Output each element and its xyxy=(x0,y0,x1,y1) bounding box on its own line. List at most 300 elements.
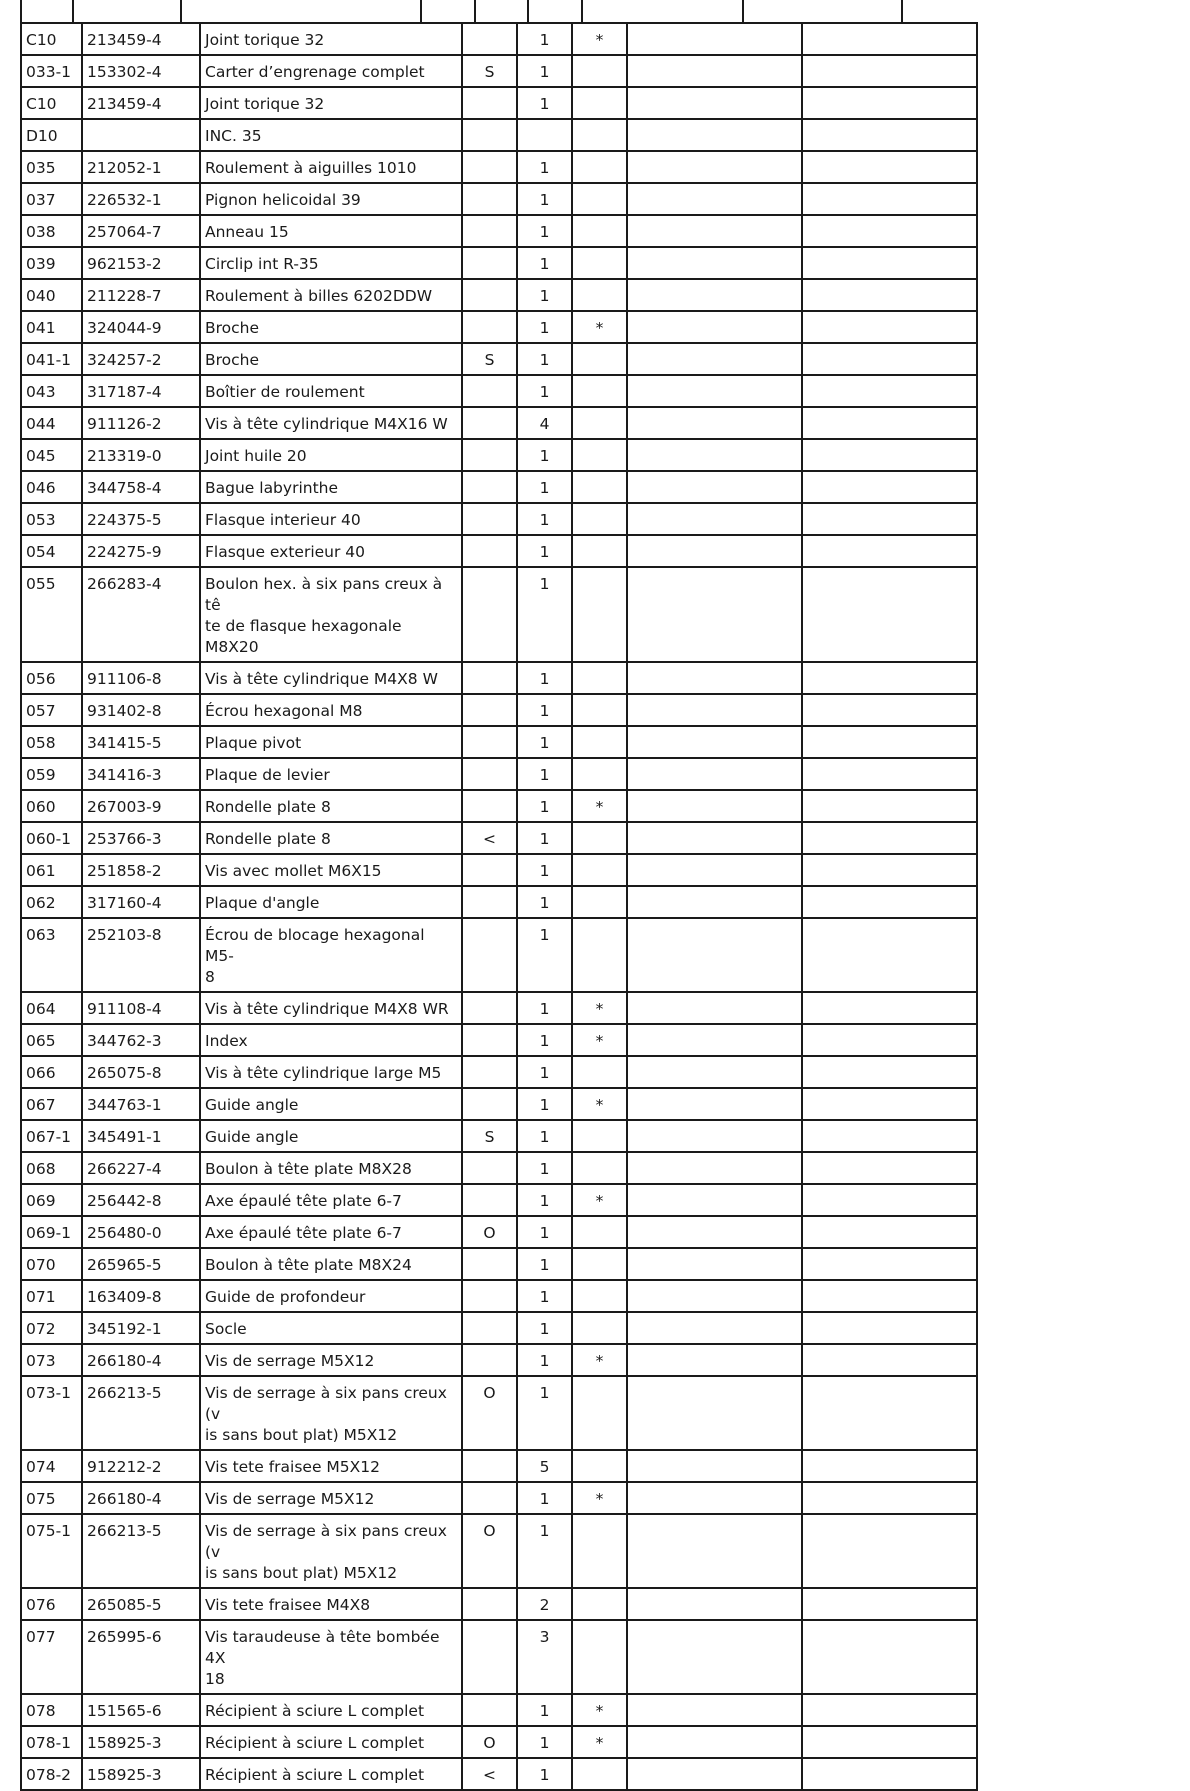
part-number-cell: 076 xyxy=(21,1588,82,1620)
mark-cell xyxy=(572,822,627,854)
parts-list-page xyxy=(20,22,978,1791)
parts-table-body xyxy=(21,23,977,1790)
description-cell: Récipient à sciure L complet xyxy=(200,1694,462,1726)
reference-cell: 251858-2 xyxy=(82,854,200,886)
quantity-cell: 1 xyxy=(517,375,572,407)
code-cell xyxy=(462,790,517,822)
part-number-cell: 056 xyxy=(21,662,82,694)
code-cell xyxy=(462,1482,517,1514)
blank-cell-1 xyxy=(627,1088,802,1120)
blank-cell-2 xyxy=(802,1450,977,1482)
quantity-cell: 1 xyxy=(517,1514,572,1588)
part-number-cell: 067-1 xyxy=(21,1120,82,1152)
mark-cell xyxy=(572,1216,627,1248)
mark-cell xyxy=(572,1450,627,1482)
mark-cell: * xyxy=(572,311,627,343)
blank-cell-2 xyxy=(802,1344,977,1376)
code-cell xyxy=(462,918,517,992)
reference-cell: 151565-6 xyxy=(82,1694,200,1726)
description-cell: Flasque exterieur 40 xyxy=(200,535,462,567)
reference-cell: 344758-4 xyxy=(82,471,200,503)
table-row xyxy=(21,567,977,662)
code-cell xyxy=(462,1024,517,1056)
reference-cell: 256480-0 xyxy=(82,1216,200,1248)
part-number-cell: 035 xyxy=(21,151,82,183)
table-top-continuation xyxy=(20,0,973,24)
description-cell: Broche xyxy=(200,311,462,343)
blank-cell-2 xyxy=(802,471,977,503)
part-number-cell: 037 xyxy=(21,183,82,215)
quantity-cell: 1 xyxy=(517,55,572,87)
code-cell xyxy=(462,1344,517,1376)
mark-cell: * xyxy=(572,1726,627,1758)
reference-cell: 213459-4 xyxy=(82,23,200,55)
table-row xyxy=(21,992,977,1024)
blank-cell-1 xyxy=(627,1514,802,1588)
blank-cell-2 xyxy=(802,1056,977,1088)
code-cell: O xyxy=(462,1514,517,1588)
table-row xyxy=(21,311,977,343)
quantity-cell: 1 xyxy=(517,1344,572,1376)
quantity-cell: 1 xyxy=(517,1376,572,1450)
blank-cell-2 xyxy=(802,1184,977,1216)
code-cell: O xyxy=(462,1376,517,1450)
part-number-cell: 068 xyxy=(21,1152,82,1184)
table-row xyxy=(21,279,977,311)
mark-cell xyxy=(572,886,627,918)
blank-cell-2 xyxy=(802,1024,977,1056)
quantity-cell: 1 xyxy=(517,886,572,918)
blank-cell-2 xyxy=(802,1694,977,1726)
blank-cell-2 xyxy=(802,1152,977,1184)
blank-cell-1 xyxy=(627,1450,802,1482)
blank-cell-2 xyxy=(802,215,977,247)
blank-cell-2 xyxy=(802,822,977,854)
blank-cell-2 xyxy=(802,279,977,311)
blank-cell-2 xyxy=(802,119,977,151)
reference-cell xyxy=(82,119,200,151)
mark-cell xyxy=(572,1280,627,1312)
mark-cell xyxy=(572,247,627,279)
description-cell: Guide de profondeur xyxy=(200,1280,462,1312)
table-row xyxy=(21,1024,977,1056)
table-row xyxy=(21,662,977,694)
code-cell xyxy=(462,1056,517,1088)
mark-cell: * xyxy=(572,1694,627,1726)
quantity-cell xyxy=(517,119,572,151)
quantity-cell: 1 xyxy=(517,1152,572,1184)
description-cell: Vis taraudeuse à tête bombée 4X 18 xyxy=(200,1620,462,1694)
part-number-cell: 058 xyxy=(21,726,82,758)
mark-cell xyxy=(572,918,627,992)
quantity-cell: 1 xyxy=(517,662,572,694)
code-cell xyxy=(462,886,517,918)
part-number-cell: 071 xyxy=(21,1280,82,1312)
quantity-cell: 1 xyxy=(517,726,572,758)
parts-table xyxy=(20,22,978,1791)
quantity-cell: 1 xyxy=(517,1758,572,1790)
blank-cell-1 xyxy=(627,854,802,886)
blank-cell-1 xyxy=(627,311,802,343)
code-cell xyxy=(462,567,517,662)
table-row xyxy=(21,407,977,439)
table-row xyxy=(21,918,977,992)
code-cell: O xyxy=(462,1216,517,1248)
code-cell: S xyxy=(462,55,517,87)
table-row xyxy=(21,183,977,215)
table-row xyxy=(21,1312,977,1344)
quantity-cell: 1 xyxy=(517,183,572,215)
blank-cell-2 xyxy=(802,1758,977,1790)
reference-cell: 317187-4 xyxy=(82,375,200,407)
mark-cell xyxy=(572,55,627,87)
blank-cell-1 xyxy=(627,119,802,151)
blank-cell-1 xyxy=(627,1376,802,1450)
mark-cell xyxy=(572,662,627,694)
description-cell: Vis de serrage à six pans creux (v is sans bout plat) M5X12 xyxy=(200,1514,462,1588)
quantity-cell: 1 xyxy=(517,535,572,567)
quantity-cell: 1 xyxy=(517,1482,572,1514)
part-number-cell: 041-1 xyxy=(21,343,82,375)
reference-cell: 256442-8 xyxy=(82,1184,200,1216)
code-cell xyxy=(462,694,517,726)
blank-cell-1 xyxy=(627,407,802,439)
table-row xyxy=(21,854,977,886)
quantity-cell: 1 xyxy=(517,503,572,535)
description-cell: Guide angle xyxy=(200,1120,462,1152)
part-number-cell: 053 xyxy=(21,503,82,535)
reference-cell: 341416-3 xyxy=(82,758,200,790)
part-number-cell: 078-2 xyxy=(21,1758,82,1790)
mark-cell xyxy=(572,439,627,471)
part-number-cell: 072 xyxy=(21,1312,82,1344)
blank-cell-2 xyxy=(802,886,977,918)
mark-cell xyxy=(572,407,627,439)
part-number-cell: 062 xyxy=(21,886,82,918)
description-cell: Vis de serrage M5X12 xyxy=(200,1482,462,1514)
quantity-cell: 1 xyxy=(517,23,572,55)
description-cell: Boulon hex. à six pans creux à tê te de flasque hexagonale M8X20 xyxy=(200,567,462,662)
description-cell: Bague labyrinthe xyxy=(200,471,462,503)
table-row xyxy=(21,119,977,151)
part-number-cell: 033-1 xyxy=(21,55,82,87)
code-cell xyxy=(462,1280,517,1312)
reference-cell: 266227-4 xyxy=(82,1152,200,1184)
reference-cell: 345491-1 xyxy=(82,1120,200,1152)
table-row xyxy=(21,1216,977,1248)
table-row xyxy=(21,1450,977,1482)
blank-cell-2 xyxy=(802,662,977,694)
table-row xyxy=(21,151,977,183)
code-cell xyxy=(462,1450,517,1482)
blank-cell-1 xyxy=(627,1312,802,1344)
reference-cell: 212052-1 xyxy=(82,151,200,183)
reference-cell: 341415-5 xyxy=(82,726,200,758)
blank-cell-2 xyxy=(802,1726,977,1758)
part-number-cell: 065 xyxy=(21,1024,82,1056)
part-number-cell: 039 xyxy=(21,247,82,279)
code-cell xyxy=(462,279,517,311)
mark-cell: * xyxy=(572,1088,627,1120)
mark-cell: * xyxy=(572,1184,627,1216)
mark-cell xyxy=(572,535,627,567)
mark-cell: * xyxy=(572,790,627,822)
blank-cell-1 xyxy=(627,87,802,119)
mark-cell xyxy=(572,87,627,119)
description-cell: Vis tete fraisee M4X8 xyxy=(200,1588,462,1620)
description-cell: Guide angle xyxy=(200,1088,462,1120)
blank-cell-1 xyxy=(627,535,802,567)
blank-cell-1 xyxy=(627,886,802,918)
blank-cell-2 xyxy=(802,151,977,183)
blank-cell-1 xyxy=(627,726,802,758)
part-number-cell: 078 xyxy=(21,1694,82,1726)
table-row xyxy=(21,375,977,407)
code-cell xyxy=(462,1694,517,1726)
part-number-cell: 078-1 xyxy=(21,1726,82,1758)
blank-cell-2 xyxy=(802,535,977,567)
description-cell: Plaque pivot xyxy=(200,726,462,758)
reference-cell: 265085-5 xyxy=(82,1588,200,1620)
blank-cell-2 xyxy=(802,694,977,726)
description-cell: Vis de serrage à six pans creux (v is sans bout plat) M5X12 xyxy=(200,1376,462,1450)
description-cell: Vis à tête cylindrique large M5 xyxy=(200,1056,462,1088)
mark-cell xyxy=(572,279,627,311)
description-cell: Axe épaulé tête plate 6-7 xyxy=(200,1184,462,1216)
table-row xyxy=(21,55,977,87)
mark-cell xyxy=(572,1514,627,1588)
blank-cell-2 xyxy=(802,1088,977,1120)
reference-cell: 344763-1 xyxy=(82,1088,200,1120)
code-cell xyxy=(462,87,517,119)
table-row xyxy=(21,1758,977,1790)
blank-cell-2 xyxy=(802,375,977,407)
mark-cell xyxy=(572,1120,627,1152)
blank-cell-1 xyxy=(627,1184,802,1216)
table-row xyxy=(21,1514,977,1588)
part-number-cell: 043 xyxy=(21,375,82,407)
blank-cell-1 xyxy=(627,992,802,1024)
description-cell: Joint torique 32 xyxy=(200,23,462,55)
blank-cell-2 xyxy=(802,992,977,1024)
mark-cell xyxy=(572,1056,627,1088)
blank-cell-1 xyxy=(627,662,802,694)
mark-cell xyxy=(572,567,627,662)
blank-cell-2 xyxy=(802,1280,977,1312)
description-cell: Écrou de blocage hexagonal M5- 8 xyxy=(200,918,462,992)
code-cell xyxy=(462,535,517,567)
table-row xyxy=(21,758,977,790)
blank-cell-2 xyxy=(802,247,977,279)
reference-cell: 266180-4 xyxy=(82,1344,200,1376)
table-row xyxy=(21,439,977,471)
quantity-cell: 1 xyxy=(517,1280,572,1312)
code-cell: S xyxy=(462,343,517,375)
description-cell: Rondelle plate 8 xyxy=(200,790,462,822)
table-row xyxy=(21,503,977,535)
description-cell: INC. 35 xyxy=(200,119,462,151)
table-row xyxy=(21,1152,977,1184)
description-cell: Vis tete fraisee M5X12 xyxy=(200,1450,462,1482)
mark-cell xyxy=(572,119,627,151)
description-cell: Flasque interieur 40 xyxy=(200,503,462,535)
blank-cell-2 xyxy=(802,1482,977,1514)
description-cell: Carter d’engrenage complet xyxy=(200,55,462,87)
table-row xyxy=(21,247,977,279)
reference-cell: 317160-4 xyxy=(82,886,200,918)
code-cell xyxy=(462,183,517,215)
blank-cell-1 xyxy=(627,822,802,854)
quantity-cell: 1 xyxy=(517,311,572,343)
part-number-cell: 040 xyxy=(21,279,82,311)
code-cell xyxy=(462,151,517,183)
description-cell: Roulement à aiguilles 1010 xyxy=(200,151,462,183)
reference-cell: 266180-4 xyxy=(82,1482,200,1514)
blank-cell-2 xyxy=(802,503,977,535)
reference-cell: 226532-1 xyxy=(82,183,200,215)
reference-cell: 931402-8 xyxy=(82,694,200,726)
blank-cell-2 xyxy=(802,407,977,439)
code-cell: O xyxy=(462,1726,517,1758)
quantity-cell: 1 xyxy=(517,567,572,662)
quantity-cell: 5 xyxy=(517,1450,572,1482)
mark-cell: * xyxy=(572,992,627,1024)
code-cell xyxy=(462,1088,517,1120)
reference-cell: 224275-9 xyxy=(82,535,200,567)
blank-cell-2 xyxy=(802,726,977,758)
description-cell: Récipient à sciure L complet xyxy=(200,1758,462,1790)
description-cell: Joint torique 32 xyxy=(200,87,462,119)
blank-cell-2 xyxy=(802,311,977,343)
code-cell: < xyxy=(462,822,517,854)
part-number-cell: D10 xyxy=(21,119,82,151)
reference-cell: 158925-3 xyxy=(82,1758,200,1790)
quantity-cell: 1 xyxy=(517,694,572,726)
table-row xyxy=(21,790,977,822)
blank-cell-1 xyxy=(627,567,802,662)
reference-cell: 252103-8 xyxy=(82,918,200,992)
blank-cell-1 xyxy=(627,439,802,471)
table-row xyxy=(21,1248,977,1280)
reference-cell: 266213-5 xyxy=(82,1376,200,1450)
reference-cell: 911108-4 xyxy=(82,992,200,1024)
blank-cell-1 xyxy=(627,1120,802,1152)
blank-cell-1 xyxy=(627,1248,802,1280)
blank-cell-1 xyxy=(627,1216,802,1248)
part-number-cell: 067 xyxy=(21,1088,82,1120)
mark-cell xyxy=(572,503,627,535)
blank-cell-2 xyxy=(802,343,977,375)
quantity-cell: 1 xyxy=(517,439,572,471)
reference-cell: 257064-7 xyxy=(82,215,200,247)
code-cell: < xyxy=(462,1758,517,1790)
mark-cell xyxy=(572,183,627,215)
reference-cell: 911106-8 xyxy=(82,662,200,694)
part-number-cell: 075 xyxy=(21,1482,82,1514)
part-number-cell: C10 xyxy=(21,87,82,119)
code-cell: S xyxy=(462,1120,517,1152)
blank-cell-1 xyxy=(627,758,802,790)
description-cell: Vis à tête cylindrique M4X16 W xyxy=(200,407,462,439)
quantity-cell: 1 xyxy=(517,87,572,119)
reference-cell: 265995-6 xyxy=(82,1620,200,1694)
quantity-cell: 1 xyxy=(517,1312,572,1344)
blank-cell-2 xyxy=(802,183,977,215)
mark-cell xyxy=(572,151,627,183)
part-number-cell: 038 xyxy=(21,215,82,247)
code-cell xyxy=(462,503,517,535)
quantity-cell: 1 xyxy=(517,279,572,311)
reference-cell: 345192-1 xyxy=(82,1312,200,1344)
table-row xyxy=(21,343,977,375)
quantity-cell: 1 xyxy=(517,471,572,503)
quantity-cell: 1 xyxy=(517,1248,572,1280)
blank-cell-2 xyxy=(802,1312,977,1344)
reference-cell: 267003-9 xyxy=(82,790,200,822)
blank-cell-2 xyxy=(802,1514,977,1588)
part-number-cell: 064 xyxy=(21,992,82,1024)
blank-cell-1 xyxy=(627,1056,802,1088)
blank-cell-1 xyxy=(627,1694,802,1726)
part-number-cell: 069-1 xyxy=(21,1216,82,1248)
table-row xyxy=(21,1056,977,1088)
quantity-cell: 1 xyxy=(517,1694,572,1726)
quantity-cell: 3 xyxy=(517,1620,572,1694)
part-number-cell: C10 xyxy=(21,23,82,55)
table-row xyxy=(21,726,977,758)
reference-cell: 265075-8 xyxy=(82,1056,200,1088)
quantity-cell: 4 xyxy=(517,407,572,439)
reference-cell: 163409-8 xyxy=(82,1280,200,1312)
reference-cell: 213459-4 xyxy=(82,87,200,119)
mark-cell xyxy=(572,758,627,790)
part-number-cell: 063 xyxy=(21,918,82,992)
table-row xyxy=(21,535,977,567)
quantity-cell: 1 xyxy=(517,1184,572,1216)
description-cell: Roulement à billes 6202DDW xyxy=(200,279,462,311)
table-row xyxy=(21,1184,977,1216)
part-number-cell: 044 xyxy=(21,407,82,439)
part-number-cell: 073-1 xyxy=(21,1376,82,1450)
blank-cell-1 xyxy=(627,1482,802,1514)
blank-cell-2 xyxy=(802,55,977,87)
quantity-cell: 1 xyxy=(517,247,572,279)
part-number-cell: 060 xyxy=(21,790,82,822)
table-row xyxy=(21,1280,977,1312)
blank-cell-1 xyxy=(627,151,802,183)
reference-cell: 324257-2 xyxy=(82,343,200,375)
blank-cell-2 xyxy=(802,1588,977,1620)
code-cell xyxy=(462,992,517,1024)
blank-cell-2 xyxy=(802,1120,977,1152)
part-number-cell: 055 xyxy=(21,567,82,662)
blank-cell-1 xyxy=(627,343,802,375)
quantity-cell: 1 xyxy=(517,854,572,886)
code-cell xyxy=(462,439,517,471)
reference-cell: 158925-3 xyxy=(82,1726,200,1758)
description-cell: Vis avec mollet M6X15 xyxy=(200,854,462,886)
blank-cell-2 xyxy=(802,854,977,886)
reference-cell: 265965-5 xyxy=(82,1248,200,1280)
description-cell: Plaque de levier xyxy=(200,758,462,790)
part-number-cell: 041 xyxy=(21,311,82,343)
description-cell: Socle xyxy=(200,1312,462,1344)
code-cell xyxy=(462,854,517,886)
part-number-cell: 057 xyxy=(21,694,82,726)
blank-cell-2 xyxy=(802,790,977,822)
mark-cell xyxy=(572,854,627,886)
part-number-cell: 073 xyxy=(21,1344,82,1376)
